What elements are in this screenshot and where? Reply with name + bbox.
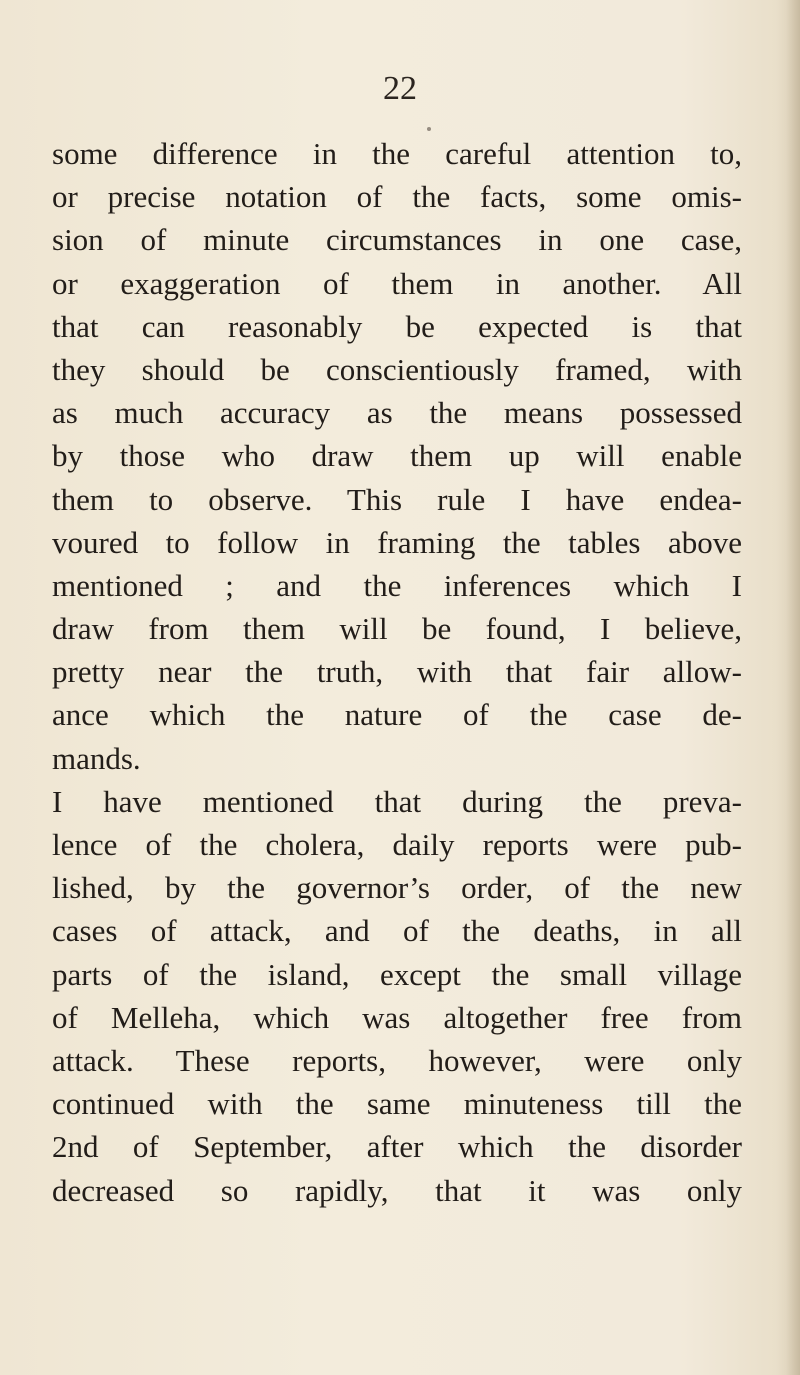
text-line: by those who draw them up will enable bbox=[52, 438, 742, 474]
text-line: some difference in the careful attention to, bbox=[52, 136, 742, 171]
text-line: mentioned ; and the inferences which I bbox=[52, 567, 742, 603]
text-line: they should be conscientiously framed, with bbox=[52, 351, 742, 387]
printer-mark bbox=[427, 127, 431, 131]
text-line: parts of the island, except the small village bbox=[52, 956, 742, 992]
page-edge-shadow bbox=[786, 0, 800, 1375]
text-line: pretty near the truth, with that fair allow- bbox=[52, 654, 742, 690]
text-line: decreased so rapidly, that it was only bbox=[52, 1172, 742, 1208]
text-line: lished, by the governor’s order, of the new bbox=[52, 870, 742, 906]
text-line: or precise notation of the facts, some omis- bbox=[52, 179, 742, 215]
text-line: draw from them will be found, I believe, bbox=[52, 611, 742, 647]
text-line: them to observe. This rule I have endea- bbox=[52, 481, 742, 517]
body-text bbox=[52, 132, 742, 1212]
text-line: that can reasonably be expected is that bbox=[52, 308, 742, 344]
text-line: or exaggeration of them in another. All bbox=[52, 265, 742, 301]
text-line: I have mentioned that during the preva- bbox=[52, 783, 742, 819]
text-line: continued with the same minuteness till the bbox=[52, 1086, 742, 1122]
text-line: cases of attack, and of the deaths, in all bbox=[52, 913, 742, 949]
text-line: voured to follow in framing the tables above bbox=[52, 524, 742, 560]
text-line: sion of minute circumstances in one case, bbox=[52, 222, 742, 258]
page-number: 22 bbox=[383, 70, 417, 107]
text-line: attack. These reports, however, were only bbox=[52, 1042, 742, 1078]
text-line: ance which the nature of the case de- bbox=[52, 697, 742, 733]
text-line: lence of the cholera, daily reports were pub- bbox=[52, 827, 742, 862]
text-line: of Melleha, which was altogether free from bbox=[52, 999, 742, 1035]
text-line: as much accuracy as the means possessed bbox=[52, 395, 742, 431]
text-line: 2nd of September, after which the disorder bbox=[52, 1129, 742, 1165]
text-line: mands. bbox=[52, 740, 141, 776]
